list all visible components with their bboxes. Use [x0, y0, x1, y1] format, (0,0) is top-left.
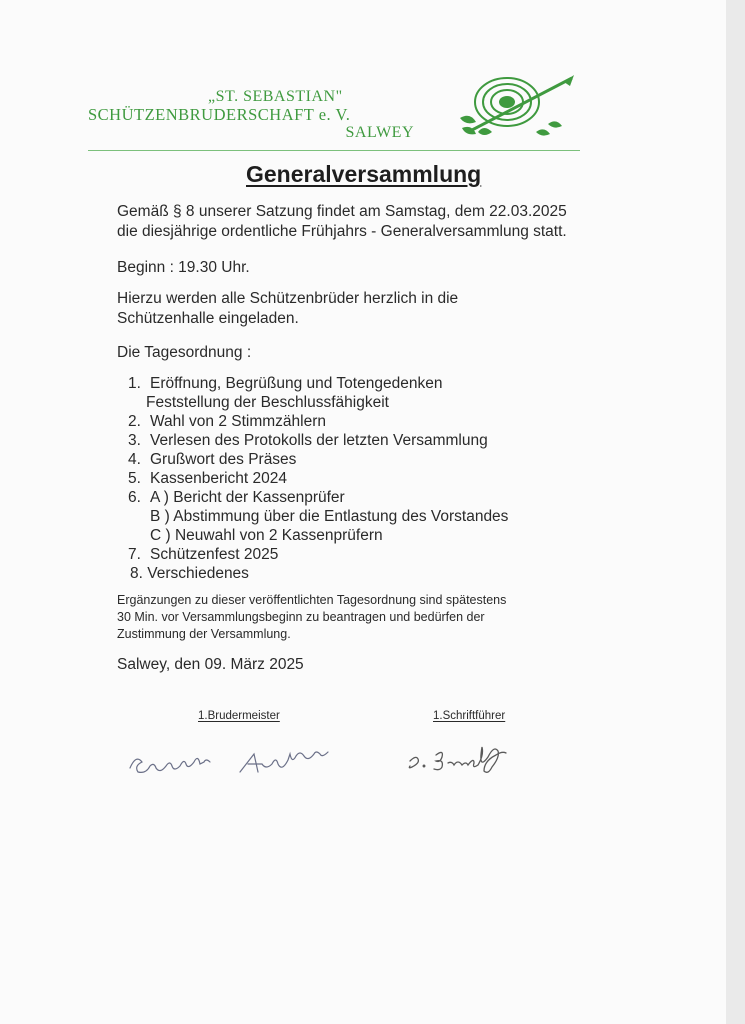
note-line-3: Zustimmung der Versammlung.: [117, 627, 291, 641]
invite-line-1: Hierzu werden alle Schützenbrüder herzlich in die: [117, 290, 459, 307]
agenda-number: 8.: [130, 565, 143, 582]
agenda-number: 1.: [128, 375, 141, 392]
agenda-text: A ) Bericht der Kassenprüfer: [150, 489, 345, 506]
agenda-item-6-b: B ) Abstimmung über die Entlastung des Vorstandes: [150, 508, 509, 525]
agenda-number: 2.: [128, 413, 141, 430]
agenda-text: Schützenfest 2025: [150, 546, 279, 563]
place-and-date: Salwey, den 09. März 2025: [117, 656, 304, 673]
header-divider: [88, 150, 580, 151]
agenda-item-4: [128, 450, 508, 469]
agenda-number: 4.: [128, 451, 141, 468]
agenda-number: 6.: [128, 489, 141, 506]
agenda-item-6: [128, 488, 508, 507]
agenda-number: 7.: [128, 546, 141, 563]
document-title: Generalversammlung: [246, 161, 482, 187]
start-time: Beginn : 19.30 Uhr.: [117, 259, 250, 276]
agenda-text: Wahl von 2 Stimmzählern: [150, 413, 327, 430]
agenda-text: Verlesen des Protokolls der letzten Versammlung: [150, 432, 488, 449]
agenda-item-7: [128, 545, 508, 564]
amendment-note: [117, 592, 506, 643]
agenda-item-8: [130, 564, 508, 583]
agenda-text: Grußwort des Präses: [150, 451, 297, 468]
letterhead-line-2: SCHÜTZENBRUDERSCHAFT e. V.: [88, 105, 351, 124]
agenda-text: Eröffnung, Begrüßung und Totengedenken: [150, 375, 443, 392]
scan-edge: [726, 0, 745, 1024]
agenda-item-1: [128, 374, 508, 393]
letterhead-line-3: SALWEY: [345, 124, 414, 141]
agenda-text: Verschiedenes: [147, 565, 249, 582]
note-line-2: 30 Min. vor Versammlungsbeginn zu beantragen und bedürfen der: [117, 610, 485, 624]
target-emblem-logo: [452, 72, 578, 142]
agenda-item-6-c: C ) Neuwahl von 2 Kassenprüfern: [150, 527, 383, 544]
agenda-item-1-sub: Feststellung der Beschlussfähigkeit: [146, 394, 389, 411]
letterhead-line-1: „ST. SEBASTIAN": [208, 88, 343, 105]
agenda-item-3: [128, 431, 508, 450]
agenda-number: 3.: [128, 432, 141, 449]
intro-line-2: die diesjährige ordentliche Frühjahrs - Generalversammlung statt.: [117, 223, 567, 240]
intro-line-1: Gemäß § 8 unserer Satzung findet am Samstag, dem 22.03.2025: [117, 203, 567, 220]
invitation-paragraph: [117, 289, 458, 329]
invite-line-2: Schützenhalle eingeladen.: [117, 310, 299, 327]
signature-brudermeister: [122, 742, 352, 782]
role-schriftfuehrer: 1.Schriftführer: [433, 710, 506, 722]
agenda-number: 5.: [128, 470, 141, 487]
intro-paragraph: [117, 202, 567, 242]
agenda-item-2: [128, 412, 508, 431]
agenda-heading: Die Tagesordnung :: [117, 344, 252, 361]
agenda-item-5: [128, 469, 508, 488]
role-brudermeister: 1.Brudermeister: [198, 710, 280, 722]
agenda-list: [128, 374, 508, 583]
signature-schriftfuehrer: [400, 735, 560, 783]
letterhead: [88, 88, 440, 142]
agenda-text: Kassenbericht 2024: [150, 470, 288, 487]
note-line-1: Ergänzungen zu dieser veröffentlichten Tagesordnung sind spätestens: [117, 593, 507, 607]
